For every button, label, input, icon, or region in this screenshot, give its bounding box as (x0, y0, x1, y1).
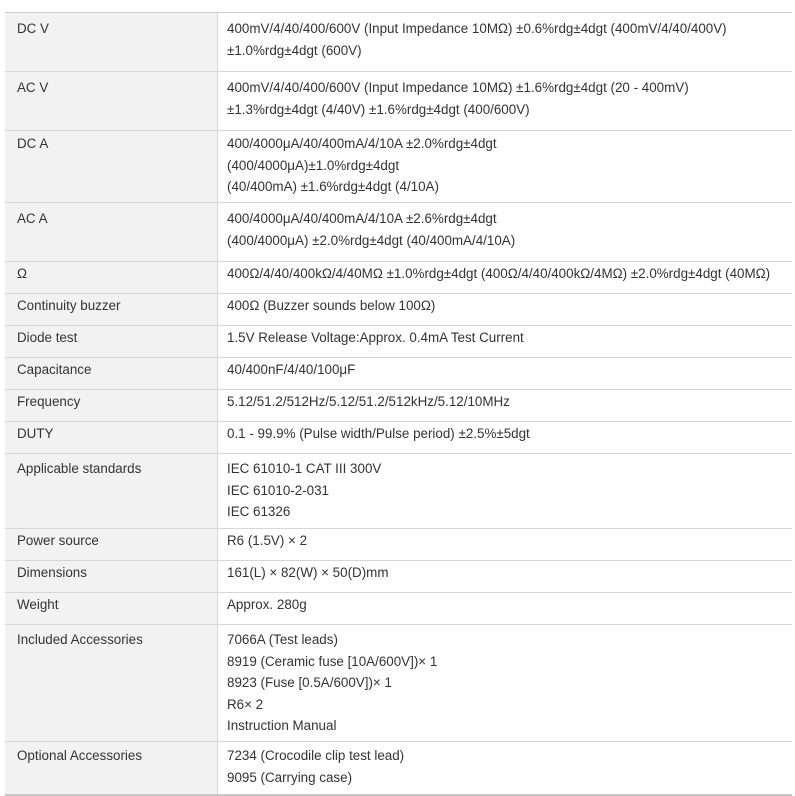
row-value (218, 262, 793, 294)
row-label: Frequency (5, 390, 218, 422)
spec-row-ac-a (5, 203, 792, 262)
value-line: 8923 (Fuse [0.5A/600V])× 1 (227, 675, 392, 690)
value-line: 0.1 - 99.9% (Pulse width/Pulse period) ±2.5%±5dgt (227, 426, 530, 441)
row-label: DC A (5, 131, 218, 203)
value-line: 8919 (Ceramic fuse [10A/600V])× 1 (227, 653, 438, 669)
value-line: 7066A (Test leads) (227, 632, 338, 647)
spec-row-optional-accessories (5, 742, 792, 796)
row-label: Capacitance (5, 358, 218, 390)
value-line: 400Ω/4/40/400kΩ/4/40MΩ ±1.0%rdg±4dgt (400Ω/4/40/400kΩ/4MΩ) ±2.0%rdg±4dgt (40MΩ) (227, 266, 771, 281)
row-label: Weight (5, 593, 218, 625)
value-line: 161(L) × 82(W) × 50(D)mm (227, 565, 389, 580)
spec-row-resistance (5, 262, 792, 294)
row-value (218, 742, 793, 796)
row-label: AC V (5, 72, 218, 131)
value-line: (400/4000μA)±1.0%rdg±4dgt (227, 157, 400, 173)
value-line: 400mV/4/40/400/600V (Input Impedance 10MΩ) ±1.6%rdg±4dgt (20 - 400mV) (227, 80, 689, 95)
value-line: 1.5V Release Voltage:Approx. 0.4mA Test Current (227, 330, 524, 345)
row-value (218, 390, 793, 422)
value-line: R6× 2 (227, 696, 264, 712)
row-value (218, 358, 793, 390)
value-line: IEC 61326 (227, 504, 291, 519)
row-label: Dimensions (5, 561, 218, 593)
value-line: 9095 (Carrying case) (227, 769, 353, 785)
row-label: DC V (5, 13, 218, 72)
row-label: Optional Accessories (5, 742, 218, 796)
value-line: 40/400nF/4/40/100μF (227, 362, 356, 377)
spec-row-frequency (5, 390, 792, 422)
row-label: DUTY (5, 422, 218, 454)
row-value (218, 203, 793, 262)
spec-row-included-accessories (5, 625, 792, 742)
value-line: (400/4000μA) ±2.0%rdg±4dgt (40/400mA/4/10A) (227, 232, 516, 248)
row-value (218, 625, 793, 742)
value-line: IEC 61010-2-031 (227, 482, 329, 498)
row-value (218, 72, 793, 131)
value-line: Instruction Manual (227, 718, 337, 733)
value-line: 7234 (Crocodile clip test lead) (227, 748, 405, 763)
value-line: IEC 61010-1 CAT III 300V (227, 461, 382, 476)
row-label: AC A (5, 203, 218, 262)
spec-row-diode-test (5, 326, 792, 358)
spec-row-dimensions (5, 561, 792, 593)
spec-row-dc-v (5, 13, 792, 72)
value-line: 400Ω (Buzzer sounds below 100Ω) (227, 298, 436, 313)
row-value (218, 529, 793, 561)
spec-row-applicable-standards (5, 454, 792, 529)
spec-row-continuity-buzzer (5, 294, 792, 326)
row-value (218, 593, 793, 625)
value-line: 5.12/51.2/512Hz/5.12/51.2/512kHz/5.12/10MHz (227, 394, 510, 409)
row-label: Diode test (5, 326, 218, 358)
spec-row-duty (5, 422, 792, 454)
value-line: R6 (1.5V) × 2 (227, 533, 308, 548)
row-value (218, 13, 793, 72)
spec-row-ac-v (5, 72, 792, 131)
row-label: Ω (5, 262, 218, 294)
spec-table-body (5, 13, 792, 796)
row-label: Included Accessories (5, 625, 218, 742)
value-line: ±1.3%rdg±4dgt (4/40V) ±1.6%rdg±4dgt (400/600V) (227, 101, 530, 117)
row-value (218, 454, 793, 529)
row-value (218, 326, 793, 358)
row-value (218, 131, 793, 203)
row-label: Power source (5, 529, 218, 561)
spec-row-weight (5, 593, 792, 625)
value-line: 400/4000μA/40/400mA/4/10A ±2.6%rdg±4dgt (227, 211, 497, 226)
value-line: (40/400mA) ±1.6%rdg±4dgt (4/10A) (227, 179, 439, 194)
row-label: Applicable standards (5, 454, 218, 529)
value-line: 400/4000μA/40/400mA/4/10A ±2.0%rdg±4dgt (227, 136, 497, 151)
value-line: Approx. 280g (227, 597, 307, 612)
row-value (218, 422, 793, 454)
spec-table (5, 12, 792, 796)
row-label: Continuity buzzer (5, 294, 218, 326)
spec-row-power-source (5, 529, 792, 561)
spec-row-capacitance (5, 358, 792, 390)
value-line: ±1.0%rdg±4dgt (600V) (227, 42, 362, 58)
spec-row-dc-a (5, 131, 792, 203)
value-line: 400mV/4/40/400/600V (Input Impedance 10MΩ) ±0.6%rdg±4dgt (400mV/4/40/400V) (227, 21, 727, 36)
row-value (218, 561, 793, 593)
row-value (218, 294, 793, 326)
